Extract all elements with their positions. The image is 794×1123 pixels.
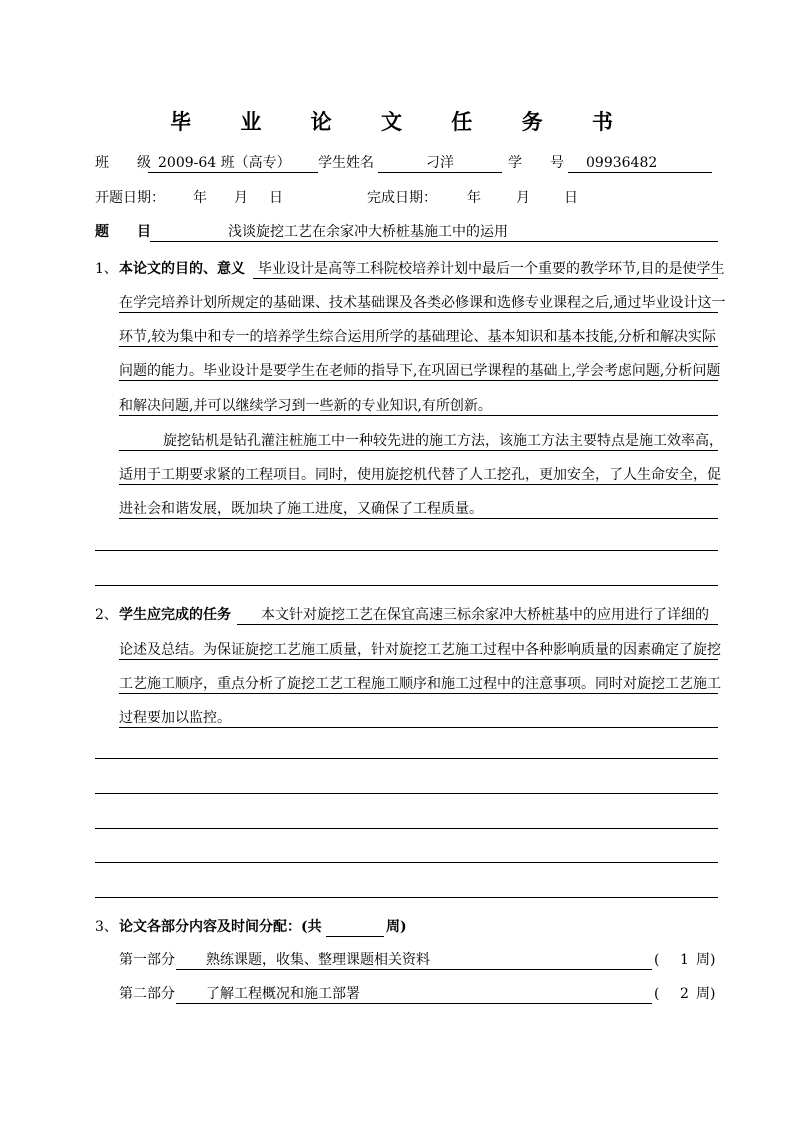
part-1-close: 周) [696,952,716,968]
blank-line [95,828,718,829]
topic-label: 题 目 [95,224,151,240]
class-value[interactable] [148,154,318,173]
finish-date-month: 月 [516,190,530,206]
class-label: 班 级 [95,155,151,171]
student-id-value[interactable] [568,154,712,173]
open-date-month: 月 [234,190,248,206]
part-1-label: 第一部分 [119,952,175,968]
section1-line-5: 和解决问题,并可以继续学习到一些新的专业知识,有所创新。 [119,397,718,416]
section3-heading-start: 论文各部分内容及时间分配：(共 [119,919,322,935]
section3-heading-end: 周) [386,919,407,935]
section1-line-7: 适用于工期要求紧的工程项目。同时，使用旋挖机代替了人工挖孔，更加安全，了人生命安全，促 [119,467,721,483]
student-name-value[interactable] [378,154,502,173]
section2-heading: 学生应完成的任务 [119,607,231,623]
open-date-day: 日 [269,190,283,206]
blank-line [95,758,718,759]
part-1-weeks: 1 [680,952,689,968]
part-2-open: ( [654,986,660,1002]
blank-line [95,585,718,586]
topic-text: 浅谈旋挖工艺在余家冲大桥桩基施工中的运用 [228,224,508,240]
finish-date-label: 完成日期： [367,190,437,206]
student-id-text: 09936482 [586,155,658,171]
topic-value[interactable] [150,223,718,242]
section2-line-2: 论述及总结。为保证旋挖工艺施工质量，针对旋挖工艺施工过程中各种影响质量的因素确定了旋挖 [119,642,721,658]
section2-line-3: 工艺施工顺序，重点分析了旋挖工艺工程施工顺序和施工过程中的注意事项。同时对旋挖工艺施工 [119,676,721,692]
open-date-year: 年 [193,190,207,206]
student-id-label: 学 号 [508,155,564,171]
student-name-text: 刁洋 [426,155,454,171]
section1-line-4: 问题的能力。毕业设计是要学生在老师的指导下,在巩固已学课程的基础上,学会考虑问题,分析问题 [119,363,721,379]
section2-line-4: 过程要加以监控。 [119,709,718,728]
finish-date-day: 日 [564,190,578,206]
section1-number: 1、 [95,261,118,277]
part-2-weeks: 2 [680,986,689,1002]
blank-line [95,897,718,898]
part-2-content [176,985,652,1004]
class-value-text: 2009-64 班（高专） [158,155,291,171]
section2-line-1 [237,606,718,625]
section1-line-1-text: 毕业设计是高等工科院校培养计划中最后一个重要的教学环节,目的是使学生 [258,261,725,277]
blank-line [95,550,718,551]
section1-line-3: 环节,较为集中和专一的培养学生综合运用所学的基础理论、基本知识和基本技能,分析和解决实际 [119,328,718,347]
finish-date-year: 年 [467,190,481,206]
part-2-label: 第二部分 [119,986,175,1002]
section1-line-2: 在学完培养计划所规定的基础课、技术基础课及各类必修课和选修专业课程之后,通过毕业设计这一 [119,295,726,311]
section1-heading: 本论文的目的、意义 [119,261,245,277]
section1-line-8: 进社会和谐发展，既加块了施工进度，又确保了工程质量。 [119,500,718,519]
section3-number: 3、 [95,919,118,935]
section2-line-1-text: 本文针对旋挖工艺在保宜高速三标余家冲大桥桩基中的应用进行了详细的 [261,607,709,623]
section1-line-6-text: 旋挖钻机是钻孔灌注桩施工中一种较先进的施工方法，该施工方法主要特点是施工效率高， [163,433,723,449]
section2-number: 2、 [95,607,118,623]
part-1-content [176,951,652,970]
total-weeks-blank[interactable] [326,918,384,937]
part-2-close: 周) [696,986,716,1002]
part-1-open: ( [654,952,660,968]
open-date-label: 开题日期： [95,190,165,206]
part-2-content-text: 了解工程概况和施工部署 [206,986,360,1002]
document-title: 毕 业 论 文 任 务 书 [170,109,634,134]
section1-line-1 [253,260,725,279]
blank-line [95,862,718,863]
section1-line-6 [119,432,723,451]
part-1-content-text: 熟练课题，收集、整理课题相关资料 [206,952,430,968]
student-name-label: 学生姓名 [318,155,374,171]
blank-line [95,793,718,794]
